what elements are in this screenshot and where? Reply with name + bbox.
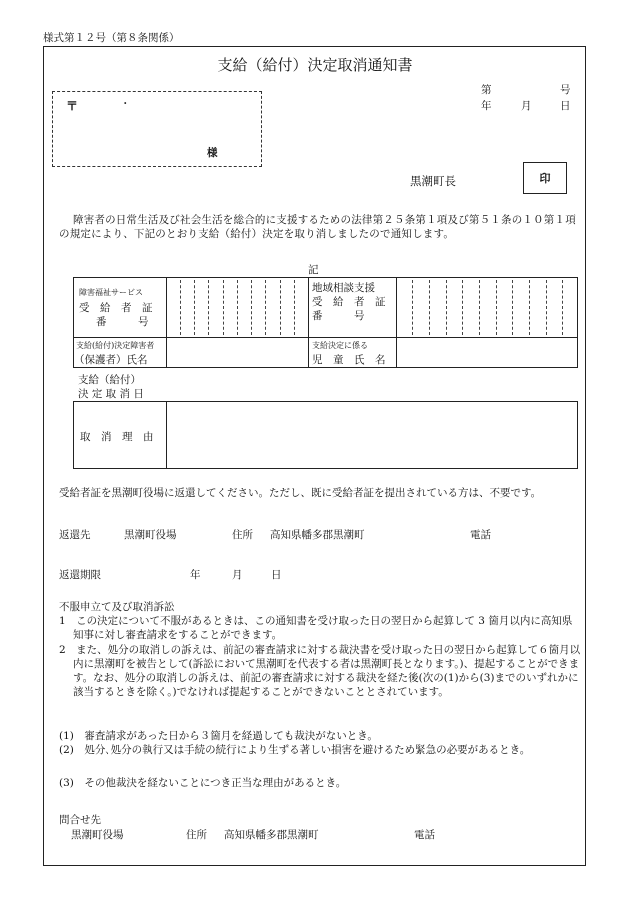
child-name-label-l2: 児 童 氏 名 — [312, 354, 386, 366]
return-deadline-nen: 年 — [190, 569, 201, 581]
date-nen: 年 — [481, 100, 492, 112]
contact-addr-label: 住所 — [186, 829, 207, 841]
postal-separator: ・ — [120, 98, 131, 110]
contact-label: 問合せ先 — [59, 814, 101, 826]
appeal-sub-2: (2) 処分､処分の執行又は手続の続行により生ずる著しい損害を避けるため緊急の必要があるとき。 — [59, 744, 531, 756]
regional-cert-label: 受 給 者 証 — [312, 296, 386, 308]
form-number: 様式第１２号（第８条関係） — [43, 32, 180, 44]
return-dest-addr-label: 住所 — [232, 529, 253, 541]
recipient-name-label-l2: （保護者）氏名 — [74, 354, 148, 366]
contact-office: 黒潮町役場 — [71, 829, 124, 841]
ki-label: 記 — [308, 264, 319, 276]
return-dest-label: 返還先 — [59, 529, 91, 541]
regional-support-label: 地域相談支援 — [312, 282, 375, 294]
appeal-sub-3: (3) その他裁決を経ないことにつき正当な理由があるとき。 — [59, 777, 347, 789]
service-cert-number-label: 番 号 — [96, 316, 149, 328]
return-deadline-tsuki: 月 — [232, 569, 243, 581]
sender-name: 黒潮町長 — [410, 174, 456, 188]
seal-box — [523, 162, 567, 194]
contact-address: 高知県幡多郡黒潮町 — [224, 829, 319, 841]
appeal-sub-1: (1) 審査請求があった日から３箇月を経過しても裁決がないとき。 — [59, 730, 378, 742]
appeal-heading: 不服申立て及び取消訴訟 — [59, 601, 175, 613]
recipient-honorific: 様 — [207, 147, 218, 159]
return-dest-tel: 電話 — [470, 529, 491, 541]
return-deadline-hi: 日 — [271, 569, 282, 581]
cancel-date-label-l1: 支給（給付） — [78, 374, 141, 386]
regional-cert-number-label: 番 号 — [312, 310, 365, 322]
reason-label: 取 消 理 由 — [80, 431, 154, 443]
recipient-name-label-l1: 支給(給付)決定障害者 — [76, 341, 155, 350]
contact-tel: 電話 — [414, 829, 435, 841]
return-notice: 受給者証を黒潮町役場に返還してください。ただし、既に受給者証を提出されている方は、不要です。 — [59, 487, 542, 499]
intro-paragraph: 障害者の日常生活及び社会生活を総合的に支援するための法律第２５条第１項及び第５１条の１０第１項の規定により、下記のとおり支給（給付）決定を取り消しましたので通知します。 — [59, 214, 576, 240]
date-tsuki: 月 — [521, 100, 532, 112]
date-hi: 日 — [560, 100, 571, 112]
child-name-label-l1: 支給決定に係る — [312, 341, 368, 350]
service-label-small: 障害福祉サービス — [79, 288, 143, 297]
postal-mark: 〒 — [66, 99, 79, 113]
document-title: 支給（給付）決定取消通知書 — [217, 56, 413, 74]
cancel-date-label-l2: 決 定 取 消 日 — [78, 388, 144, 400]
appeal-item-2: 2 また、処分の取消しの訴えは、前記の審査請求に対する裁決書を受け取った日の翌日から起算して６箇月以内に黒潮町を被告として(訴訟において黒潮町を代表する者は黒潮町長となります。)、提起することができます。なお、処分の取消しの訴えは、前記の審査請求に対する裁決を経た後(次の(1)から(3)までのいずれかに該当するときを除く。)でなければ提起することができないこととされています。 — [59, 644, 581, 698]
return-dest-address: 高知県幡多郡黒潮町 — [270, 529, 365, 541]
doc-number-gou: 号 — [560, 84, 571, 96]
seal-label: 印 — [539, 172, 551, 185]
return-dest-office: 黒潮町役場 — [124, 529, 177, 541]
doc-number-dai: 第 — [481, 84, 492, 96]
appeal-item-1: 1 この決定について不服があるときは、この通知書を受け取った日の翌日から起算して 3 箇月以内に高知県知事に対し審査請求をすることができます。 — [59, 615, 573, 641]
return-deadline-label: 返還期限 — [59, 569, 101, 581]
address-window — [52, 91, 262, 167]
service-cert-label: 受 給 者 証 — [79, 302, 153, 314]
